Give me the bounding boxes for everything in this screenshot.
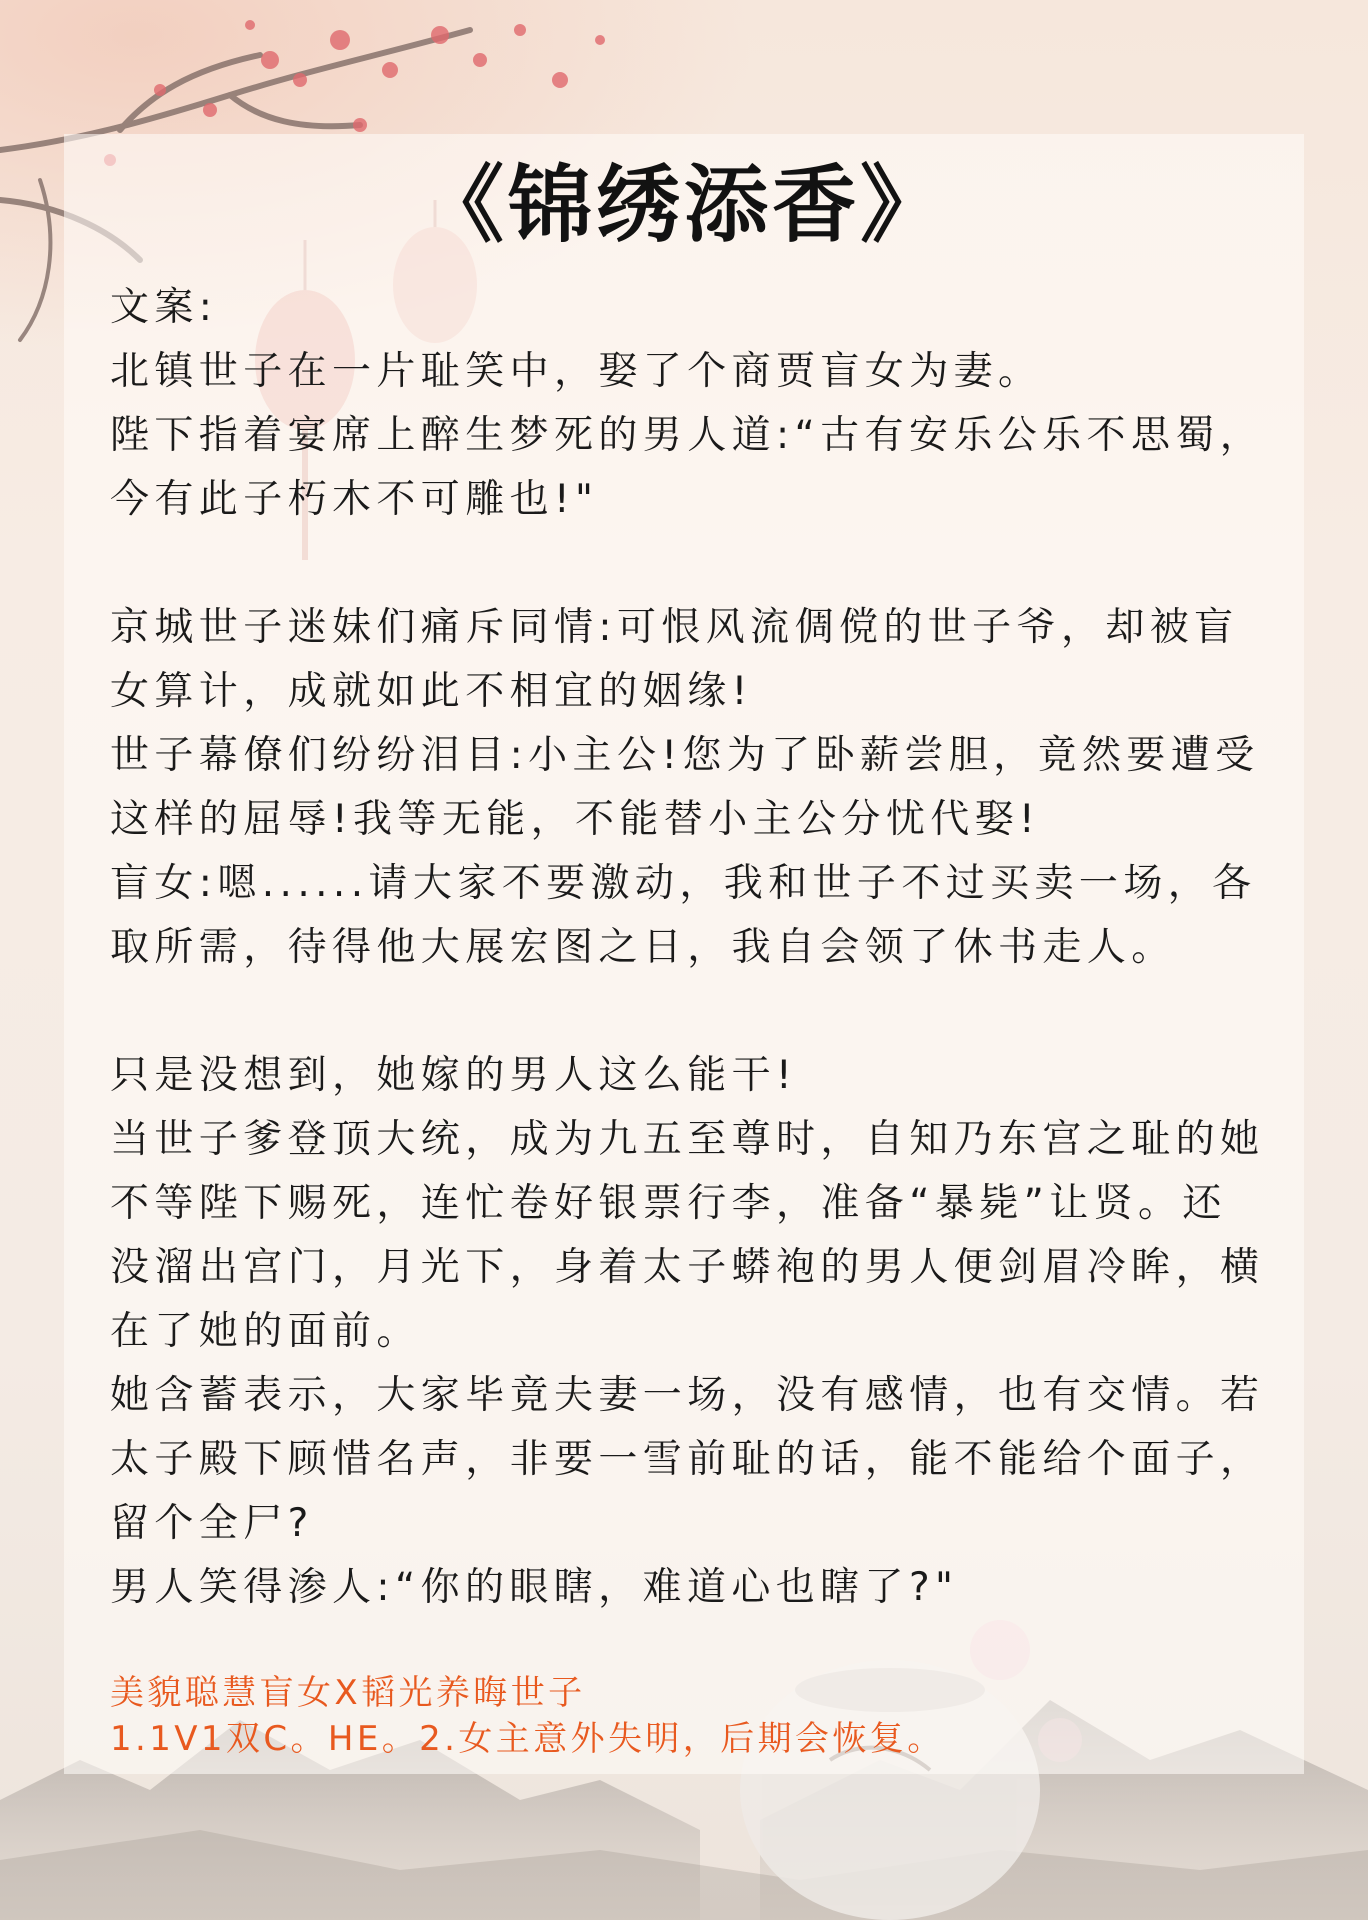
- synopsis: [110, 276, 1270, 1620]
- synopsis-paragraph: 盲女:嗯......请大家不要激动，我和世子不过买卖一场，各取所需，待得他大展宏图之日，我自会领了休书走人。: [110, 861, 1257, 970]
- synopsis-paragraph: 京城世子迷妹们痛斥同情:可恨风流倜傥的世子爷，却被盲女算计，成就如此不相宜的姻缘!: [110, 605, 1239, 714]
- synopsis-paragraph: 当世子爹登顶大统，成为九五至尊时，自知乃东宫之耻的她不等陛下赐死，连忙卷好银票行李，准备“暴毙”让贤。还没溜出宫门，月光下，身着太子蟒袍的男人便剑眉冷眸，横在了她的面前。: [110, 1117, 1265, 1354]
- synopsis-paragraph: 北镇世子在一片耻笑中，娶了个商贾盲女为妻。: [110, 349, 1043, 394]
- tag-line-pairing: 美貌聪慧盲女X韬光养晦世子: [110, 1673, 586, 1713]
- book-title: 《锦绣添香》: [419, 156, 948, 254]
- paragraph-gap: [110, 980, 1270, 1044]
- synopsis-paragraph: 男人笑得渗人:“你的眼瞎，难道心也瞎了?": [110, 1565, 959, 1610]
- synopsis-paragraph: 世子幕僚们纷纷泪目:小主公!您为了卧薪尝胆，竟然要遭受这样的屈辱!我等无能，不能替小主公分忧代娶!: [110, 733, 1260, 842]
- synopsis-paragraph: 只是没想到，她嫁的男人这么能干!: [110, 1053, 798, 1098]
- tag-line-notes: 1.1V1双C。HE。2.女主意外失明，后期会恢复。: [110, 1719, 945, 1759]
- synopsis-paragraph: 陛下指着宴席上醉生梦死的男人道:“古有安乐公乐不思蜀，今有此子朽木不可雕也!": [110, 413, 1265, 522]
- synopsis-paragraph: 她含蓄表示，大家毕竟夫妻一场，没有感情，也有交情。若太子殿下顾惜名声，非要一雪前耻的话，能不能给个面子，留个全尸?: [110, 1373, 1265, 1546]
- synopsis-label: 文案:: [110, 285, 218, 330]
- paragraph-gap: [110, 532, 1270, 596]
